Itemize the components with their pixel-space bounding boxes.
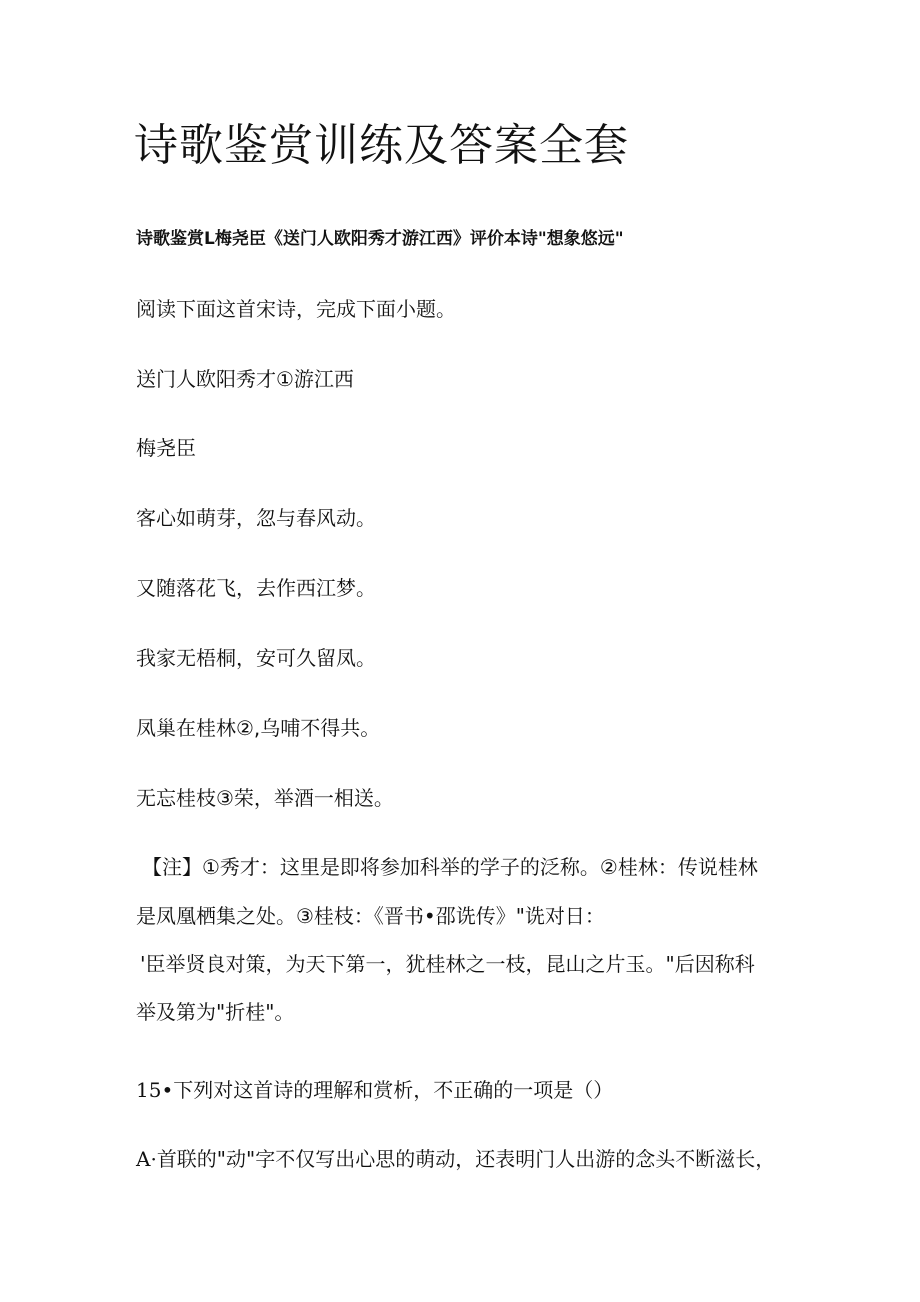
section-subtitle: 诗歌鉴赏L梅尧臣《送门人欧阳秀才游江西》评价本诗"想象悠远" <box>136 229 624 249</box>
option-a-text: 首联的"动"字不仅写出心思的萌动，还表明门人出游的念头不断滋长， <box>156 1147 776 1171</box>
option-a <box>136 1147 775 1171</box>
poem-line-2: 又随落花飞，去作西江梦。 <box>136 576 376 600</box>
poem-title: 送门人欧阳秀才①游江西 <box>136 367 354 391</box>
intro-text: 阅读下面这首宋诗，完成下面小题。 <box>136 297 456 321</box>
note-line-1: 【注】①秀才：这里是即将参加科举的学子的泛称。②桂林：传说桂林 <box>142 855 758 879</box>
note-line-4: 举及第为"折桂"。 <box>136 1000 295 1024</box>
poem-line-1: 客心如萌芽，忽与春风动。 <box>136 506 376 530</box>
question-number: 15• <box>136 1078 174 1102</box>
question-15 <box>136 1078 613 1102</box>
poem-line-4: 凤巢在桂林②,乌哺不得共。 <box>136 716 381 740</box>
poem-author: 梅尧臣 <box>136 436 196 460</box>
note-line-2: 是凤凰栖集之处。③桂枝：《晋书•邵诜传》"诜对日： <box>136 904 605 928</box>
option-a-label: A· <box>136 1147 157 1171</box>
poem-line-5: 无忘桂枝③荣，举酒一相送。 <box>136 786 394 810</box>
note-line-3: '臣举贤良对策，为天下第一，犹桂林之一枝，昆山之片玉。"后因称科 <box>140 952 755 976</box>
poem-line-3: 我家无梧桐，安可久留凤。 <box>136 646 376 670</box>
question-text: 下列对这首诗的理解和赏析，不正确的一项是（） <box>173 1078 614 1102</box>
page-title: 诗歌鉴赏训练及答案全套 <box>134 120 629 171</box>
